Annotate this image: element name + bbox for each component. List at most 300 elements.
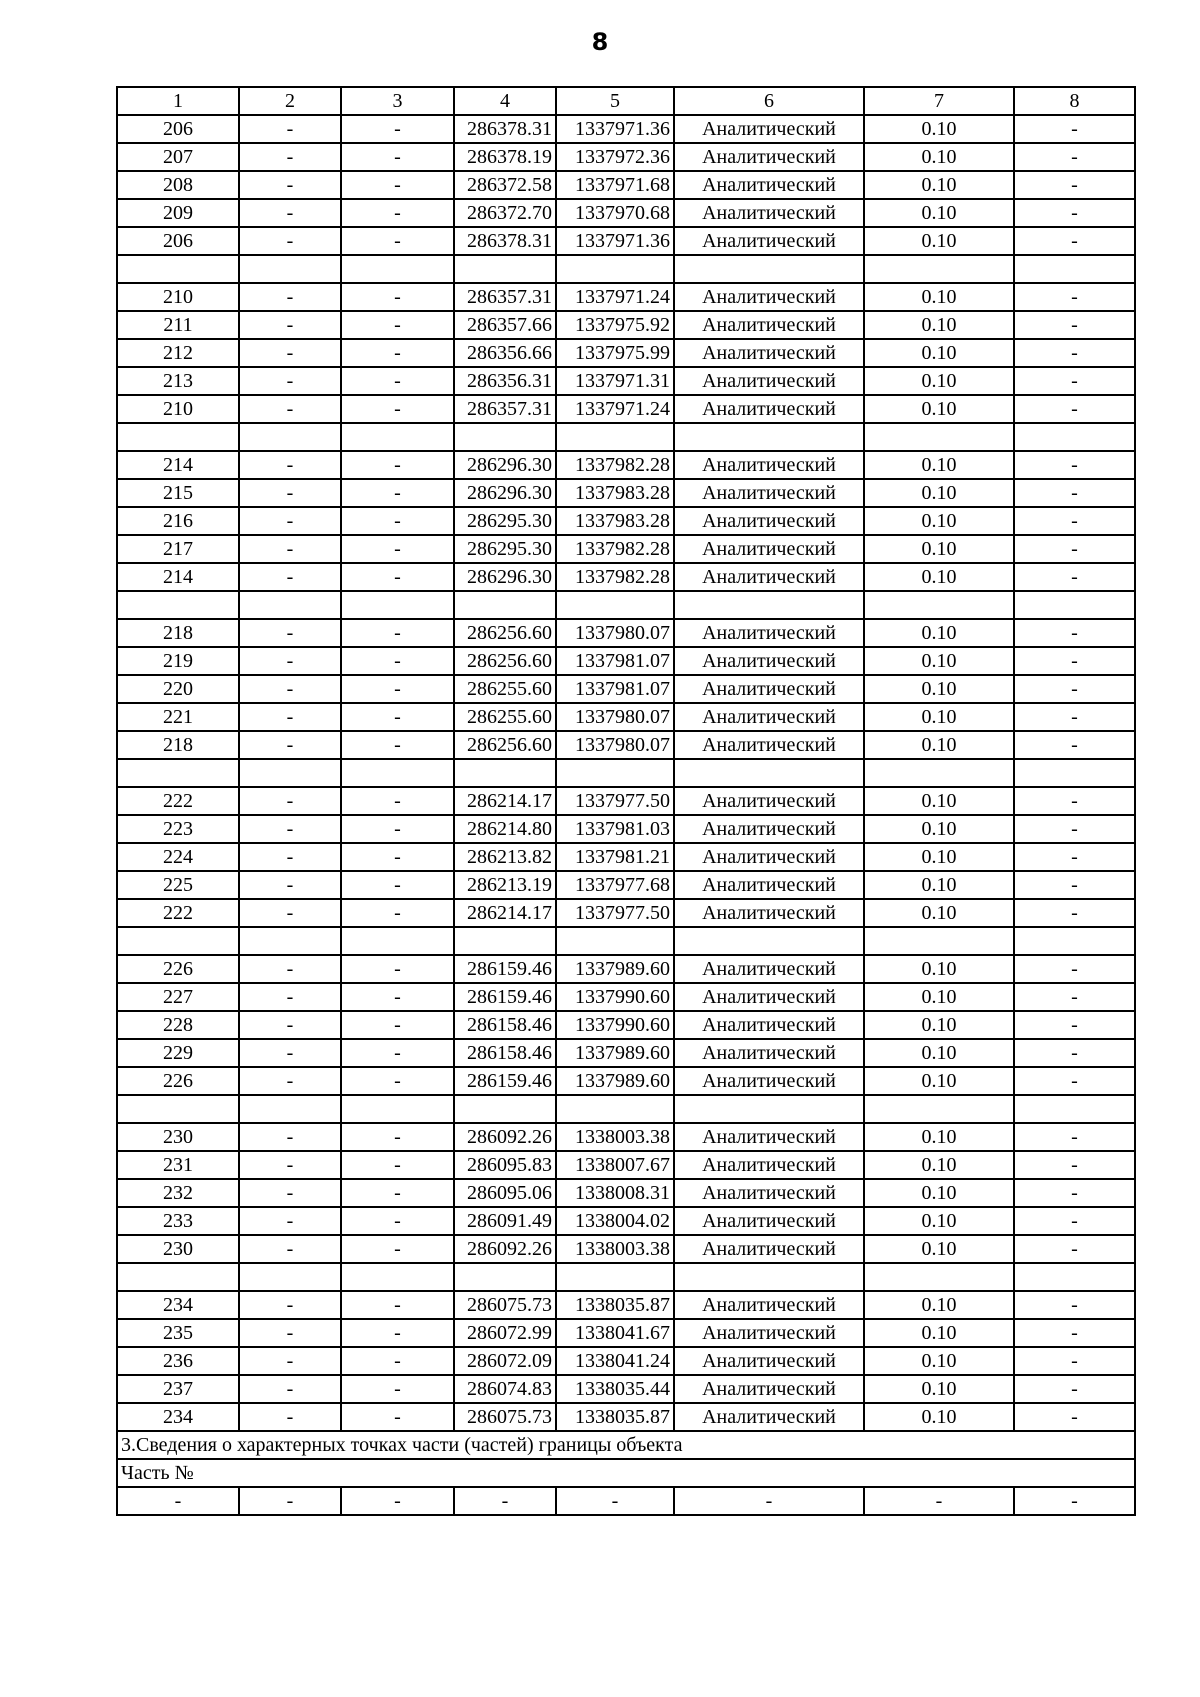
table-cell: 235: [117, 1319, 239, 1347]
table-cell: Аналитический: [674, 1375, 864, 1403]
table-cell: -: [1014, 1011, 1135, 1039]
table-cell: -: [239, 703, 341, 731]
table-cell: 0.10: [864, 1235, 1014, 1263]
table-cell: -: [1014, 899, 1135, 927]
table-cell: 222: [117, 899, 239, 927]
table-cell: 206: [117, 227, 239, 255]
table-cell: -: [341, 1319, 454, 1347]
table-cell: -: [341, 619, 454, 647]
table-cell: 1337971.31: [556, 367, 674, 395]
table-cell: 1337970.68: [556, 199, 674, 227]
table-cell: -: [239, 143, 341, 171]
table-cell: 1338004.02: [556, 1207, 674, 1235]
table-cell: 286158.46: [454, 1039, 556, 1067]
table-cell: 286296.30: [454, 451, 556, 479]
table-row: [117, 815, 1135, 843]
table-cell: -: [1014, 283, 1135, 311]
empty-cell: [341, 591, 454, 619]
empty-cell: [674, 1095, 864, 1123]
table-cell: Аналитический: [674, 619, 864, 647]
table-cell: 286213.19: [454, 871, 556, 899]
table-cell: -: [1014, 983, 1135, 1011]
table-cell: -: [341, 703, 454, 731]
table-cell: 286256.60: [454, 647, 556, 675]
table-cell: Аналитический: [674, 983, 864, 1011]
table-cell: 286356.66: [454, 339, 556, 367]
empty-cell: [864, 255, 1014, 283]
table-cell: 286378.31: [454, 115, 556, 143]
table-cell: 286256.60: [454, 731, 556, 759]
table-cell: Аналитический: [674, 143, 864, 171]
table-row: [117, 675, 1135, 703]
table-cell: 210: [117, 395, 239, 423]
table-cell: -: [1014, 199, 1135, 227]
table-cell: 0.10: [864, 1207, 1014, 1235]
table-cell: 286072.09: [454, 1347, 556, 1375]
table-cell: 0.10: [864, 983, 1014, 1011]
table-cell: -: [1014, 1151, 1135, 1179]
table-cell: -: [1014, 1319, 1135, 1347]
empty-cell: [556, 759, 674, 787]
empty-cell: [239, 591, 341, 619]
table-cell: -: [239, 1207, 341, 1235]
empty-cell: [117, 591, 239, 619]
table-row: [117, 1403, 1135, 1431]
footer-row: [117, 1487, 1135, 1515]
table-cell: 0.10: [864, 1319, 1014, 1347]
table-cell: Аналитический: [674, 675, 864, 703]
table-cell: 233: [117, 1207, 239, 1235]
table-cell: 0.10: [864, 311, 1014, 339]
header-cell: 3: [341, 87, 454, 115]
table-cell: -: [239, 115, 341, 143]
table-cell: -: [341, 1403, 454, 1431]
table-cell: -: [239, 1403, 341, 1431]
section-title: 3.Сведения о характерных точках части (частей) границы объекта: [117, 1431, 1135, 1459]
table-row: [117, 703, 1135, 731]
table-row: [117, 535, 1135, 563]
table-cell: 1337971.24: [556, 395, 674, 423]
table-cell: -: [341, 1291, 454, 1319]
table-cell: -: [239, 1319, 341, 1347]
empty-cell: [239, 759, 341, 787]
table-cell: Аналитический: [674, 1067, 864, 1095]
table-cell: -: [239, 395, 341, 423]
table-cell: -: [341, 1375, 454, 1403]
table-row: [117, 1011, 1135, 1039]
spacer-row: [117, 759, 1135, 787]
table-cell: 1338035.87: [556, 1291, 674, 1319]
part-label: Часть №: [117, 1459, 1135, 1487]
table-cell: 0.10: [864, 451, 1014, 479]
table-cell: 1338035.87: [556, 1403, 674, 1431]
table-cell: 215: [117, 479, 239, 507]
table-cell: -: [341, 1011, 454, 1039]
table-cell: -: [1014, 619, 1135, 647]
table-cell: -: [239, 1291, 341, 1319]
table-cell: -: [239, 871, 341, 899]
table-cell: -: [341, 1039, 454, 1067]
empty-cell: [864, 1263, 1014, 1291]
empty-cell: [117, 927, 239, 955]
table-cell: -: [1014, 1403, 1135, 1431]
table-row: [117, 1319, 1135, 1347]
table-cell: Аналитический: [674, 1207, 864, 1235]
table-cell: Аналитический: [674, 1403, 864, 1431]
table-cell: 211: [117, 311, 239, 339]
empty-cell: [864, 423, 1014, 451]
table-row: [117, 871, 1135, 899]
table-cell: -: [1014, 1123, 1135, 1151]
table-cell: 0.10: [864, 1039, 1014, 1067]
table-cell: 1337980.07: [556, 731, 674, 759]
table-cell: -: [341, 1067, 454, 1095]
table-cell: 0.10: [864, 115, 1014, 143]
table-cell: -: [1014, 871, 1135, 899]
table-cell: -: [239, 367, 341, 395]
table-cell: -: [1014, 339, 1135, 367]
table-cell: -: [1014, 675, 1135, 703]
table-cell: 286296.30: [454, 479, 556, 507]
table-cell: 286075.73: [454, 1403, 556, 1431]
table-cell: 218: [117, 619, 239, 647]
empty-cell: [556, 1095, 674, 1123]
table-cell: -: [341, 675, 454, 703]
table-cell: Аналитический: [674, 1235, 864, 1263]
table-cell: -: [1014, 507, 1135, 535]
table-cell: 286159.46: [454, 1067, 556, 1095]
table-cell: -: [1014, 395, 1135, 423]
table-cell: -: [341, 367, 454, 395]
table-cell: -: [341, 507, 454, 535]
empty-cell: [239, 423, 341, 451]
table-cell: 0.10: [864, 227, 1014, 255]
page-number: 8: [591, 28, 609, 56]
table-cell: -: [239, 1123, 341, 1151]
empty-cell: [674, 591, 864, 619]
table-cell: -: [239, 1375, 341, 1403]
table-cell: 0.10: [864, 899, 1014, 927]
table-cell: -: [341, 395, 454, 423]
table-row: [117, 731, 1135, 759]
empty-cell: [341, 423, 454, 451]
table-row: [117, 311, 1135, 339]
footer-cell: -: [556, 1487, 674, 1515]
table-cell: 237: [117, 1375, 239, 1403]
table-cell: 232: [117, 1179, 239, 1207]
table-cell: -: [341, 1235, 454, 1263]
table-cell: -: [1014, 1291, 1135, 1319]
header-cell: 5: [556, 87, 674, 115]
table-row: [117, 395, 1135, 423]
table-cell: Аналитический: [674, 115, 864, 143]
table-cell: -: [341, 283, 454, 311]
empty-cell: [117, 1263, 239, 1291]
table-cell: -: [239, 1067, 341, 1095]
table-cell: 216: [117, 507, 239, 535]
table-cell: 228: [117, 1011, 239, 1039]
table-cell: -: [1014, 647, 1135, 675]
table-cell: 1337975.92: [556, 311, 674, 339]
table-row: [117, 1123, 1135, 1151]
table-cell: Аналитический: [674, 703, 864, 731]
table-row: [117, 479, 1135, 507]
table-cell: Аналитический: [674, 1319, 864, 1347]
table-cell: Аналитический: [674, 507, 864, 535]
table-cell: 220: [117, 675, 239, 703]
table-cell: -: [239, 1347, 341, 1375]
table-row: [117, 143, 1135, 171]
table-cell: 213: [117, 367, 239, 395]
table-row: [117, 843, 1135, 871]
empty-cell: [341, 1263, 454, 1291]
table-cell: -: [1014, 1179, 1135, 1207]
table-cell: -: [1014, 227, 1135, 255]
table-cell: 218: [117, 731, 239, 759]
table-cell: Аналитический: [674, 367, 864, 395]
table-cell: 286296.30: [454, 563, 556, 591]
table-cell: 0.10: [864, 1151, 1014, 1179]
table-cell: 1338041.67: [556, 1319, 674, 1347]
table-cell: 210: [117, 283, 239, 311]
table-cell: 286159.46: [454, 955, 556, 983]
table-row: [117, 787, 1135, 815]
table-cell: Аналитический: [674, 199, 864, 227]
table-cell: -: [341, 1179, 454, 1207]
footer-cell: -: [239, 1487, 341, 1515]
footer-cell: -: [454, 1487, 556, 1515]
table-cell: -: [341, 843, 454, 871]
table-cell: 1337989.60: [556, 955, 674, 983]
table-row: [117, 283, 1135, 311]
table-cell: 227: [117, 983, 239, 1011]
empty-cell: [454, 1095, 556, 1123]
table-cell: -: [1014, 955, 1135, 983]
table-cell: -: [1014, 451, 1135, 479]
table-cell: Аналитический: [674, 479, 864, 507]
table-cell: 286092.26: [454, 1123, 556, 1151]
table-cell: -: [239, 675, 341, 703]
table-cell: 1337990.60: [556, 983, 674, 1011]
table-cell: -: [341, 451, 454, 479]
table-row: [117, 1291, 1135, 1319]
empty-cell: [454, 591, 556, 619]
table-cell: -: [1014, 1347, 1135, 1375]
table-cell: 0.10: [864, 731, 1014, 759]
footer-cell: -: [864, 1487, 1014, 1515]
table-cell: Аналитический: [674, 227, 864, 255]
empty-cell: [1014, 255, 1135, 283]
header-cell: 2: [239, 87, 341, 115]
table-cell: 0.10: [864, 1179, 1014, 1207]
table-cell: Аналитический: [674, 955, 864, 983]
table-cell: 217: [117, 535, 239, 563]
table-cell: Аналитический: [674, 1291, 864, 1319]
table-cell: 286214.17: [454, 787, 556, 815]
table-cell: 212: [117, 339, 239, 367]
table-cell: 286095.06: [454, 1179, 556, 1207]
table-cell: -: [239, 899, 341, 927]
table-cell: 221: [117, 703, 239, 731]
table-cell: 1338041.24: [556, 1347, 674, 1375]
table-cell: 286214.80: [454, 815, 556, 843]
table-cell: 223: [117, 815, 239, 843]
table-cell: 0.10: [864, 1347, 1014, 1375]
empty-cell: [341, 255, 454, 283]
table-cell: -: [239, 311, 341, 339]
table-cell: Аналитический: [674, 1011, 864, 1039]
table-cell: 0.10: [864, 871, 1014, 899]
table-cell: 1338003.38: [556, 1123, 674, 1151]
empty-cell: [1014, 759, 1135, 787]
table-cell: -: [341, 535, 454, 563]
table-cell: -: [239, 983, 341, 1011]
table-cell: -: [239, 339, 341, 367]
table-cell: 1337982.28: [556, 535, 674, 563]
table-cell: 0.10: [864, 619, 1014, 647]
table-cell: 234: [117, 1403, 239, 1431]
table-cell: 224: [117, 843, 239, 871]
table-cell: 208: [117, 171, 239, 199]
table-cell: 286378.31: [454, 227, 556, 255]
table-cell: 1338035.44: [556, 1375, 674, 1403]
table-cell: 225: [117, 871, 239, 899]
table-cell: 206: [117, 115, 239, 143]
table-cell: 1337983.28: [556, 507, 674, 535]
footer-cell: -: [117, 1487, 239, 1515]
empty-cell: [454, 1263, 556, 1291]
empty-cell: [864, 927, 1014, 955]
table-cell: 226: [117, 1067, 239, 1095]
table-cell: 286356.31: [454, 367, 556, 395]
table-cell: -: [239, 731, 341, 759]
table-cell: -: [239, 1179, 341, 1207]
table-row: [117, 899, 1135, 927]
table-row: [117, 1179, 1135, 1207]
table-cell: 1337990.60: [556, 1011, 674, 1039]
table-cell: -: [1014, 703, 1135, 731]
table-cell: -: [341, 339, 454, 367]
table-cell: 286095.83: [454, 1151, 556, 1179]
table-cell: 0.10: [864, 1403, 1014, 1431]
part-row: [117, 1459, 1135, 1487]
table-cell: -: [341, 1207, 454, 1235]
table-cell: -: [341, 143, 454, 171]
table-cell: -: [239, 479, 341, 507]
header-row: [117, 87, 1135, 115]
empty-cell: [1014, 1095, 1135, 1123]
table-cell: 286372.58: [454, 171, 556, 199]
header-cell: 1: [117, 87, 239, 115]
table-row: [117, 1347, 1135, 1375]
table-cell: -: [1014, 815, 1135, 843]
table-cell: 222: [117, 787, 239, 815]
table-cell: 0.10: [864, 1123, 1014, 1151]
table-cell: Аналитический: [674, 787, 864, 815]
empty-cell: [454, 927, 556, 955]
table-cell: 230: [117, 1123, 239, 1151]
table-cell: -: [239, 1235, 341, 1263]
empty-cell: [117, 759, 239, 787]
table-cell: -: [341, 1151, 454, 1179]
table-cell: 286255.60: [454, 675, 556, 703]
table-cell: 286255.60: [454, 703, 556, 731]
table-cell: -: [341, 171, 454, 199]
table-cell: 286357.66: [454, 311, 556, 339]
table-cell: Аналитический: [674, 283, 864, 311]
table-row: [117, 983, 1135, 1011]
spacer-row: [117, 1263, 1135, 1291]
table-cell: 0.10: [864, 367, 1014, 395]
empty-cell: [454, 759, 556, 787]
footer-cell: -: [1014, 1487, 1135, 1515]
empty-cell: [556, 591, 674, 619]
table-cell: -: [239, 283, 341, 311]
table-cell: -: [239, 507, 341, 535]
table-cell: Аналитический: [674, 451, 864, 479]
table-cell: 286072.99: [454, 1319, 556, 1347]
empty-cell: [239, 927, 341, 955]
table-cell: -: [1014, 787, 1135, 815]
table-cell: 1337980.07: [556, 703, 674, 731]
empty-cell: [1014, 927, 1135, 955]
table-cell: -: [239, 451, 341, 479]
spacer-row: [117, 423, 1135, 451]
table-cell: 0.10: [864, 843, 1014, 871]
table-row: [117, 451, 1135, 479]
table-cell: -: [341, 1123, 454, 1151]
header-cell: 4: [454, 87, 556, 115]
table-cell: 207: [117, 143, 239, 171]
table-cell: -: [341, 311, 454, 339]
table-cell: Аналитический: [674, 731, 864, 759]
table-body: [117, 87, 1135, 1515]
table-cell: -: [239, 815, 341, 843]
empty-cell: [556, 1263, 674, 1291]
table-cell: 1337981.07: [556, 675, 674, 703]
table-row: [117, 115, 1135, 143]
empty-cell: [239, 255, 341, 283]
table-cell: -: [341, 899, 454, 927]
table-cell: 0.10: [864, 563, 1014, 591]
table-cell: 1337982.28: [556, 563, 674, 591]
table-cell: -: [239, 1151, 341, 1179]
table-cell: 1337975.99: [556, 339, 674, 367]
table-cell: -: [341, 815, 454, 843]
table-cell: 1337989.60: [556, 1067, 674, 1095]
table-cell: 286214.17: [454, 899, 556, 927]
empty-cell: [1014, 1263, 1135, 1291]
spacer-row: [117, 591, 1135, 619]
table-cell: 0.10: [864, 675, 1014, 703]
table-cell: -: [239, 843, 341, 871]
table-cell: 1337989.60: [556, 1039, 674, 1067]
empty-cell: [864, 759, 1014, 787]
table-cell: Аналитический: [674, 1347, 864, 1375]
empty-cell: [117, 255, 239, 283]
table-cell: 0.10: [864, 479, 1014, 507]
empty-cell: [239, 1095, 341, 1123]
table-cell: Аналитический: [674, 815, 864, 843]
spacer-row: [117, 1095, 1135, 1123]
table-row: [117, 1235, 1135, 1263]
table-cell: -: [1014, 563, 1135, 591]
table-cell: -: [1014, 367, 1135, 395]
empty-cell: [341, 1095, 454, 1123]
table-cell: 286378.19: [454, 143, 556, 171]
table-cell: 0.10: [864, 143, 1014, 171]
table-cell: 286213.82: [454, 843, 556, 871]
